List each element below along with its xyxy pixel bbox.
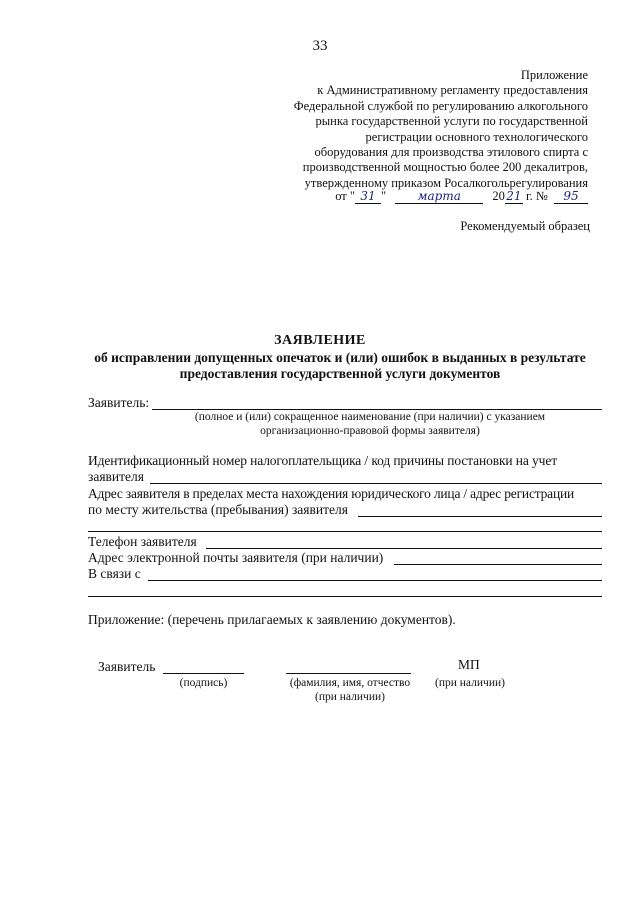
annex-line: Приложение: [520, 68, 588, 82]
applicant-hint-line: организационно-правовой формы заявителя): [260, 425, 480, 437]
page-number: 33: [312, 38, 328, 54]
annex-block: [258, 68, 588, 191]
address-field-extra[interactable]: [88, 531, 602, 532]
phone-field[interactable]: [206, 548, 602, 549]
applicant-label: Заявитель:: [88, 395, 150, 410]
applicant-hint: [140, 410, 600, 438]
order-quote: ": [380, 189, 387, 203]
stamp-hint: (при наличии): [435, 677, 505, 689]
inn-label: Идентификационный номер налогоплательщика / код причины постановки на учет: [88, 453, 557, 468]
phone-label: Телефон заявителя: [88, 534, 197, 549]
applicant-hint-line: (полное и (или) сокращенное наименование (при наличии) с указанием: [194, 411, 546, 423]
order-year-suffix: 21: [506, 189, 522, 203]
order-day: 31: [355, 190, 381, 204]
signature-hint: (подпись): [179, 677, 228, 689]
address-field[interactable]: [358, 516, 602, 517]
reason-field[interactable]: [148, 580, 602, 581]
address-label-2: по месту жительства (пребывания) заявителя: [88, 502, 348, 517]
order-number: 95: [554, 190, 588, 204]
attachment-note: Приложение: (перечень прилагаемых к заявлению документов).: [88, 612, 456, 627]
annex-line: Федеральной службой по регулированию алкогольного: [293, 98, 588, 113]
order-year-tail: г. №: [522, 189, 548, 203]
inn-label-2: заявителя: [88, 469, 144, 484]
reason-field-extra[interactable]: [88, 596, 602, 597]
full-name-hint: [270, 676, 430, 704]
signature-field[interactable]: [163, 673, 244, 674]
email-field[interactable]: [394, 564, 602, 565]
order-year-prefix: 20: [492, 189, 505, 203]
full-name-hint-line: (фамилия, имя, отчество: [289, 677, 411, 689]
email-label: Адрес электронной почты заявителя (при наличии): [88, 550, 384, 565]
annex-line: регистрации основного технологического: [365, 129, 588, 144]
annex-line: к Административному регламенту предоставления: [317, 83, 588, 98]
order-month: марта: [395, 190, 483, 204]
stamp-label: МП: [458, 657, 480, 672]
document-title: ЗАЯВЛЕНИЕ: [274, 333, 366, 348]
recommended-sample: Рекомендуемый образец: [460, 219, 590, 233]
document-subtitle: об исправлении допущенных опечаток и (или) ошибок в выданных в результате предоставления государственной услуги документов: [94, 350, 586, 381]
reason-label: В связи с: [88, 566, 141, 581]
address-label: Адрес заявителя в пределах места нахождения юридического лица / адрес регистрации: [88, 486, 575, 501]
full-name-hint-line: (при наличии): [315, 691, 385, 703]
inn-field[interactable]: [150, 483, 602, 484]
order-date-line: [335, 189, 588, 204]
annex-line: оборудования для производства этилового спирта с: [314, 145, 588, 160]
signature-label: Заявитель: [98, 659, 156, 674]
full-name-field[interactable]: [286, 673, 411, 674]
order-prefix: от ": [335, 189, 355, 203]
annex-line: производственной мощностью более 200 декалитров,: [302, 160, 588, 175]
annex-line: рынка государственной услуги по государственной: [315, 114, 588, 129]
annex-line: утвержденному приказом Росалкогольрегулирования: [304, 175, 588, 190]
